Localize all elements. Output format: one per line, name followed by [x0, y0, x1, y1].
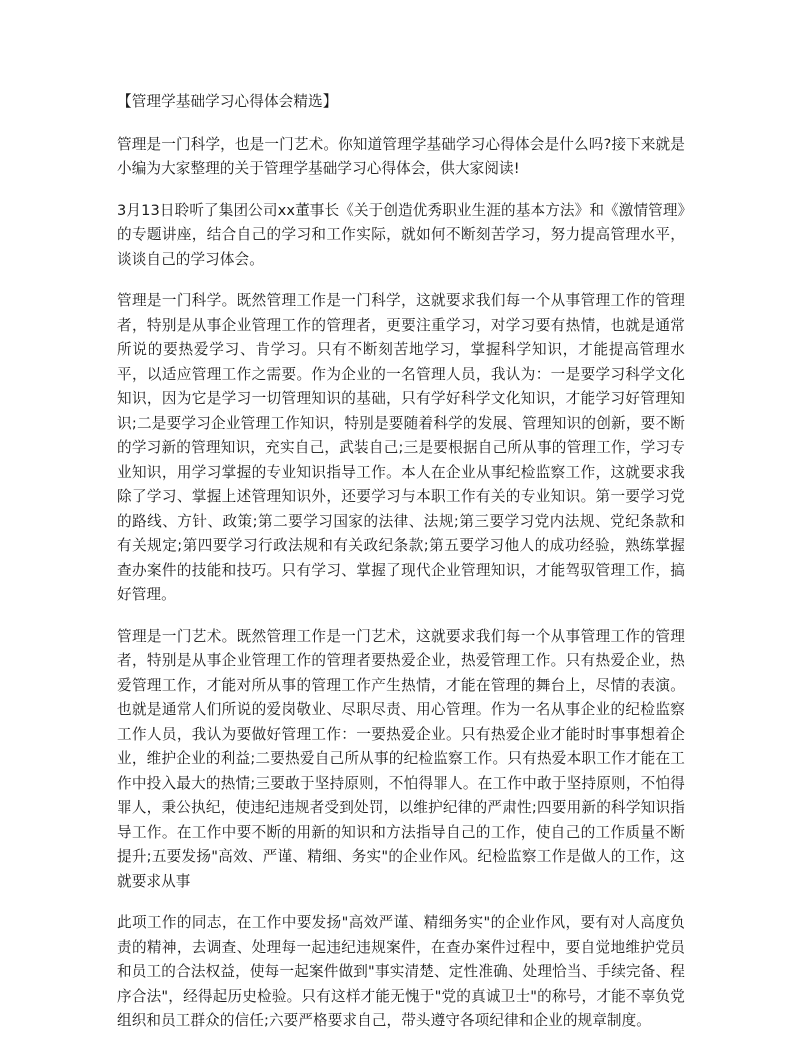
paragraph-science: 管理是一门科学。既然管理工作是一门科学，这就要求我们每一个从事管理工作的管理者，特别是从事企业管理工作的管理者，更要注重学习，对学习要有热情，也就是通常所说的要热爱学习、肯学习。只有不断刻苦地学习，掌握科学知识，才能提高管理水平，以适应管理工作之需要。作为企业的一名管理人员，我认为：一是要学习科学文化知识，因为它是学习一切管理知识的基础，只有学好科学文化知识，才能学习好管理知识;二是要学习企业管理工作知识，特别是要随着科学的发展、管理知识的创新，要不断的学习新的管理知识，充实自己，武装自己;三是要根据自己所从事的管理工作，学习专业知识，用学习掌握的专业知识指导工作。本人在企业从事纪检监察工作，这就要求我除了学习、掌握上述管理知识外，还要学习与本职工作有关的专业知识。第一要学习党的路线、方针、政策;第二要学习国家的法律、法规;第三要学习党内法规、党纪条款和有关规定;第四要学习行政法规和有关政纪条款;第五要学习他人的成功经验，熟练掌握查办案件的技能和技巧。只有学习、掌握了现代企业管理知识，才能驾驭管理工作，搞好管理。 — [117, 292, 685, 603]
document-title: 【管理学基础学习心得体会精选】 — [117, 93, 338, 110]
paragraph-lecture: 3月13日聆听了集团公司xx董事长《关于创造优秀职业生涯的基本方法》和《激情管理》的专题讲座，结合自己的学习和工作实际，就如何不断刻苦学习，努力提高管理水平，谈谈自己的学习体会。 — [117, 201, 685, 268]
document-page — [117, 90, 685, 1051]
paragraph-continuation: 此项工作的同志，在工作中要发扬"高效严谨、精细务实"的企业作风，要有对人高度负责的精神，去调查、处理每一起违纪违规案件，在查办案件过程中，要自觉地维护党员和员工的合法权益，使每一起案件做到"事实清楚、定性准确、处理恰当、手续完备、程序合法"，经得起历史检验。只有这样才能无愧于"党的真诚卫士"的称号，才能不辜负党组织和员工群众的信任;六要严格要求自己，带头遵守各项纪律和企业的规章制度。 — [117, 914, 686, 1029]
paragraph-intro: 管理是一门科学，也是一门艺术。你知道管理学基础学习心得体会是什么吗?接下来就是小编为大家整理的关于管理学基础学习心得体会，供大家阅读! — [117, 135, 685, 177]
paragraph-art: 管理是一门艺术。既然管理工作是一门艺术，这就要求我们每一个从事管理工作的管理者，特别是从事企业管理工作的管理者要热爱企业，热爱管理工作。只有热爱企业，热爱管理工作，才能对所从事的管理工作产生热情，才能在管理的舞台上，尽情的表演。也就是通常人们所说的爱岗敬业、尽职尽责、用心管理。作为一名从事企业的纪检监察工作人员，我认为要做好管理工作：一要热爱企业。只有热爱企业才能时时事事想着企业，维护企业的利益;二要热爱自己所从事的纪检监察工作。只有热爱本职工作才能在工作中投入最大的热情;三要敢于坚持原则，不怕得罪人。在工作中敢于坚持原则，不怕得罪人，秉公执纪，使违纪违规者受到处罚，以维护纪律的严肃性;四要用新的科学知识指导工作。在工作中要不断的用新的知识和方法指导自己的工作，使自己的工作质量不断提升;五要发扬"高效、严谨、精细、务实"的企业作风。纪检监察工作是做人的工作，这就要求从事 — [117, 627, 685, 890]
